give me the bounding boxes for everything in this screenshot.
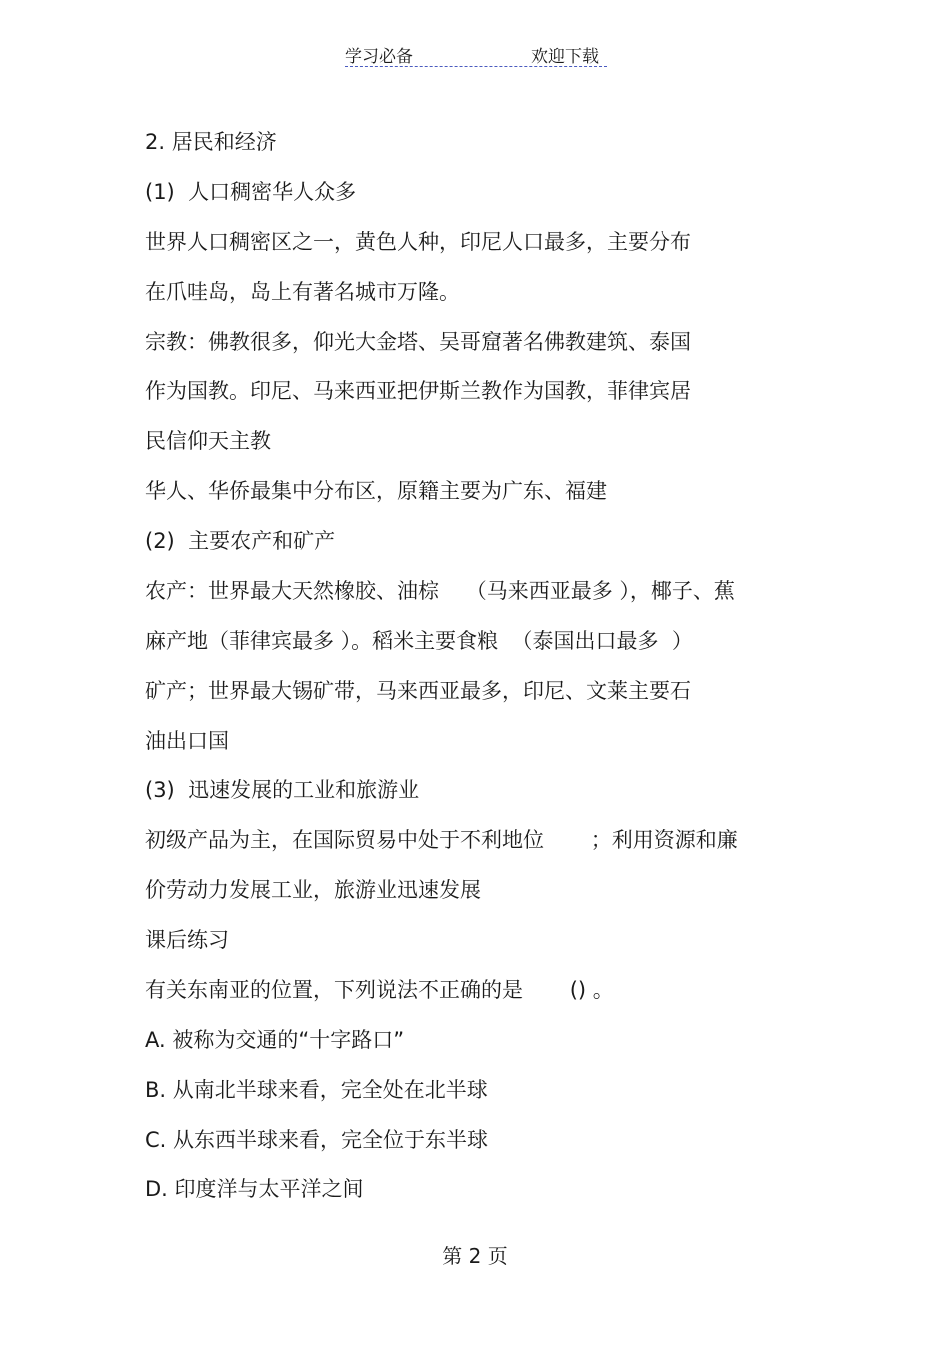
text-line: 世界人口稠密区之一，黄色人种，印尼人口最多，主要分布: [145, 230, 691, 254]
text-line: 华人、华侨最集中分布区，原籍主要为广东、福建: [145, 479, 607, 503]
exercise-heading: 课后练习: [145, 928, 229, 952]
subsection-heading: (1) 人口稠密华人众多: [145, 180, 357, 204]
text-line: 矿产；世界最大锡矿带，马来西亚最多，印尼、文莱主要石: [145, 679, 691, 703]
header-right-text: 欢迎下载: [531, 47, 599, 67]
header-left-text: 学习必备: [345, 47, 413, 67]
question-text: 有关东南亚的位置，下列说法不正确的是 () 。: [145, 978, 614, 1002]
text-line: 价劳动力发展工业，旅游业迅速发展: [145, 878, 481, 902]
text-line: 宗教：佛教很多，仰光大金塔、吴哥窟著名佛教建筑、泰国: [145, 330, 691, 354]
subsection-heading: (2) 主要农产和矿产: [145, 529, 336, 553]
page-header: [345, 40, 607, 67]
text-line: 在爪哇岛，岛上有著名城市万隆。: [145, 280, 460, 304]
option-c: C. 从东西半球来看，完全位于东半球: [145, 1128, 489, 1152]
option-d: D. 印度洋与太平洋之间: [145, 1177, 364, 1201]
text-line: 麻产地（菲律宾最多 ）。稻米主要食粮 （泰国出口最多 ）: [145, 629, 693, 653]
text-line: 初级产品为主，在国际贸易中处于不利地位 ；利用资源和廉: [145, 828, 738, 852]
subsection-heading: (3) 迅速发展的工业和旅游业: [145, 778, 420, 802]
text-line: 民信仰天主教: [145, 429, 271, 453]
text-line: 作为国教。印尼、马来西亚把伊斯兰教作为国教，菲律宾居: [145, 379, 691, 403]
option-b: B. 从南北半球来看，完全处在北半球: [145, 1078, 488, 1102]
option-a: A. 被称为交通的“十字路口”: [145, 1028, 405, 1052]
text-line: 油出口国: [145, 729, 229, 753]
text-line: 农产：世界最大天然橡胶、油棕 （马来西亚最多 ），椰子、蕉: [145, 579, 735, 603]
page-number: 第 2 页: [442, 1244, 508, 1268]
section-heading: 2. 居民和经济: [145, 130, 277, 154]
